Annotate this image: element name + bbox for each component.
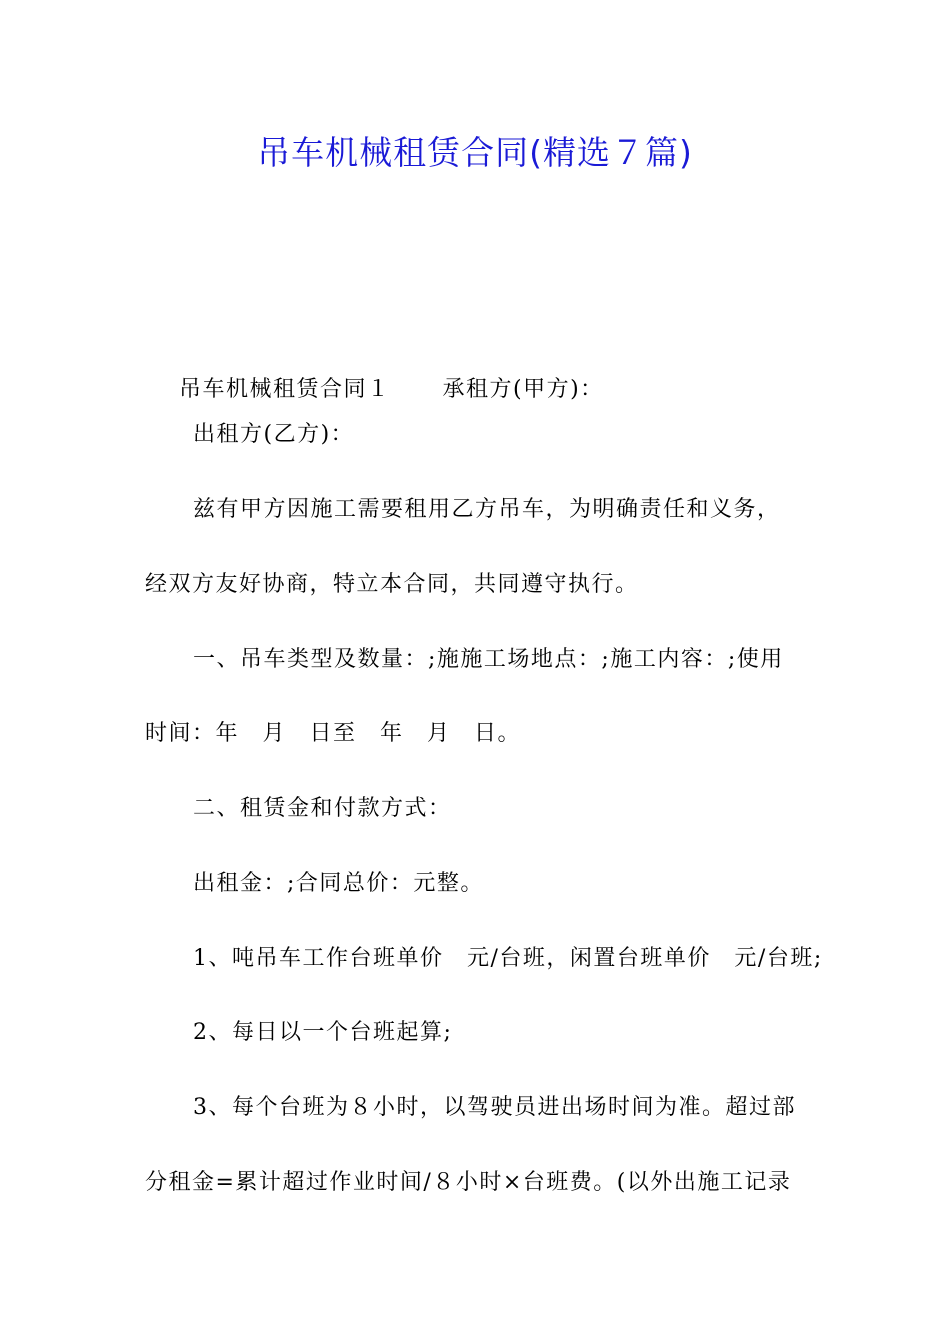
lessor-label: 出租方(乙方)： <box>193 422 355 447</box>
lessee-label: 承租方(甲方)： <box>442 377 604 402</box>
section-heading-2: 二、租赁金和付款方式： <box>193 796 452 821</box>
paragraph-line-10: 2、每日以一个台班起算; <box>193 1020 453 1045</box>
paragraph-line-8: 出租金：;合同总价：元整。 <box>193 871 484 896</box>
document-title: 吊车机械租赁合同(精选７篇) <box>257 133 693 172</box>
paragraph-line-5: 一、吊车类型及数量：;施施工场地点：;施工内容：;使用 <box>193 647 784 672</box>
paragraph-line-3: 兹有甲方因施工需要租用乙方吊车，为明确责任和义务， <box>193 497 781 522</box>
contract-heading: 吊车机械租赁合同１ <box>178 377 391 402</box>
paragraph-line-12: 分租金=累计超过作业时间/８小时×台班费。(以外出施工记录 <box>145 1170 792 1195</box>
paragraph-line-11: 3、每个台班为８小时，以驾驶员进出场时间为准。超过部 <box>193 1095 796 1120</box>
paragraph-line-6: 时间：年 月 日至 年 月 日。 <box>145 721 522 746</box>
paragraph-line-4: 经双方友好协商，特立本合同，共同遵守执行。 <box>145 572 639 597</box>
paragraph-line-9: 1、吨吊车工作台班单价 元/台班，闲置台班单价 元/台班; <box>193 946 823 971</box>
